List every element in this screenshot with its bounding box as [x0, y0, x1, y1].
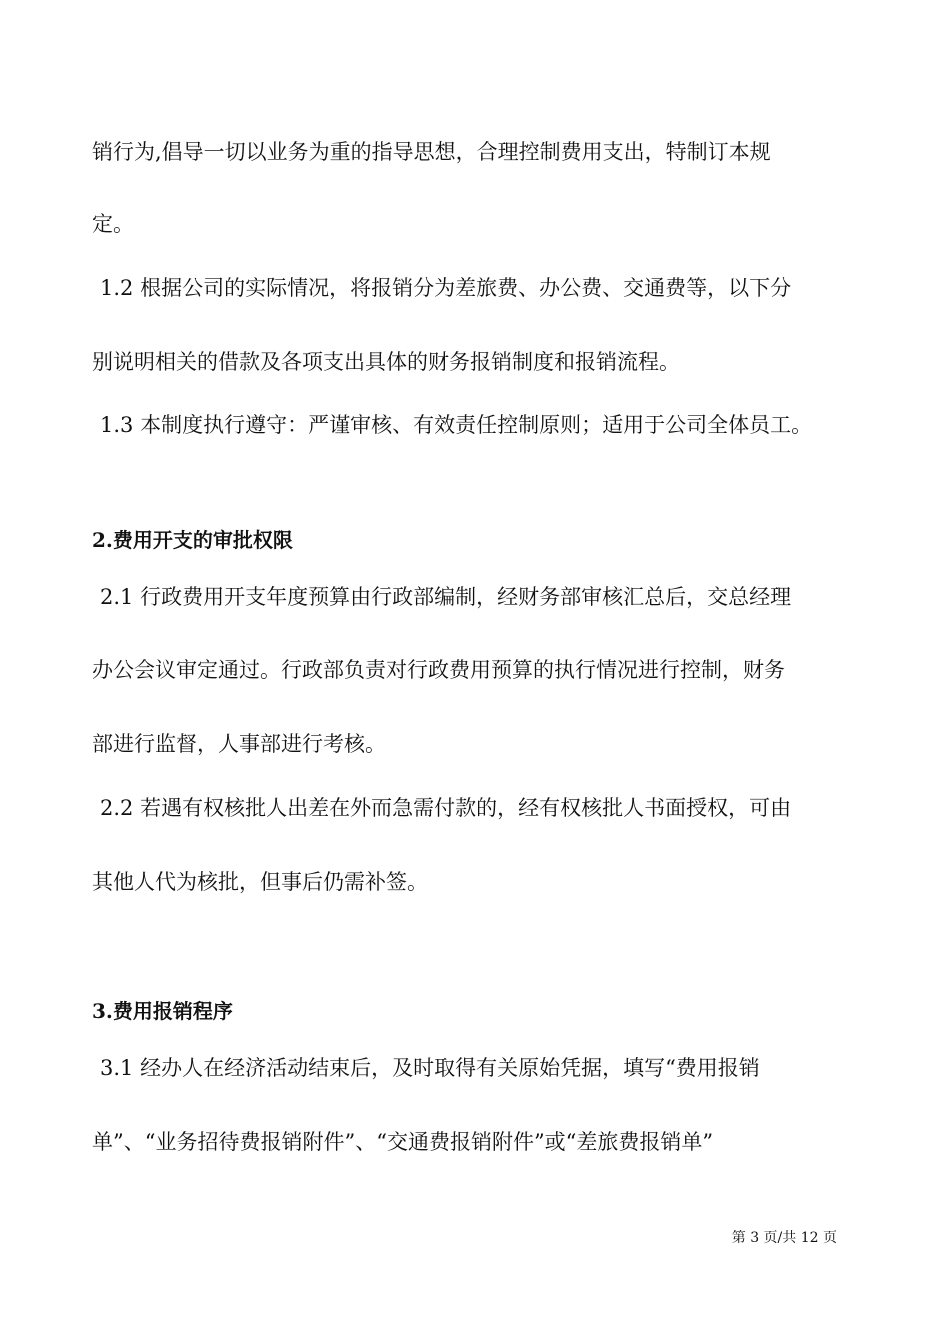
paragraph-line: 3.1 经办人在经济活动结束后，及时取得有关原始凭据，填写“费用报销	[100, 1056, 760, 1080]
paragraph-line: 1.3 本制度执行遵守：严谨审核、有效责任控制原则；适用于公司全体员工。	[100, 413, 813, 437]
page-number: 第 3 页/共 12 页	[731, 1230, 837, 1246]
paragraph-line: 部进行监督，人事部进行考核。	[92, 732, 386, 756]
paragraph-line: 办公会议审定通过。行政部负责对行政费用预算的执行情况进行控制，财务	[92, 658, 785, 682]
paragraph-line: 2.1 行政费用开支年度预算由行政部编制，经财务部审核汇总后，交总经理	[100, 585, 792, 609]
section-heading: 3.费用报销程序	[92, 999, 233, 1023]
section-heading: 2.费用开支的审批权限	[92, 528, 293, 552]
paragraph-line: 销行为,倡导一切以业务为重的指导思想，合理控制费用支出，特制订本规	[92, 140, 771, 164]
paragraph-line: 定。	[92, 212, 134, 236]
paragraph-line: 2.2 若遇有权核批人出差在外而急需付款的，经有权核批人书面授权，可由	[100, 796, 792, 820]
paragraph-line: 别说明相关的借款及各项支出具体的财务报销制度和报销流程。	[92, 350, 680, 374]
paragraph-line: 单”、“业务招待费报销附件”、“交通费报销附件”或“差旅费报销单”	[92, 1130, 714, 1154]
paragraph-line: 1.2 根据公司的实际情况，将报销分为差旅费、办公费、交通费等，以下分	[100, 276, 792, 300]
paragraph-line: 其他人代为核批，但事后仍需补签。	[92, 870, 428, 894]
